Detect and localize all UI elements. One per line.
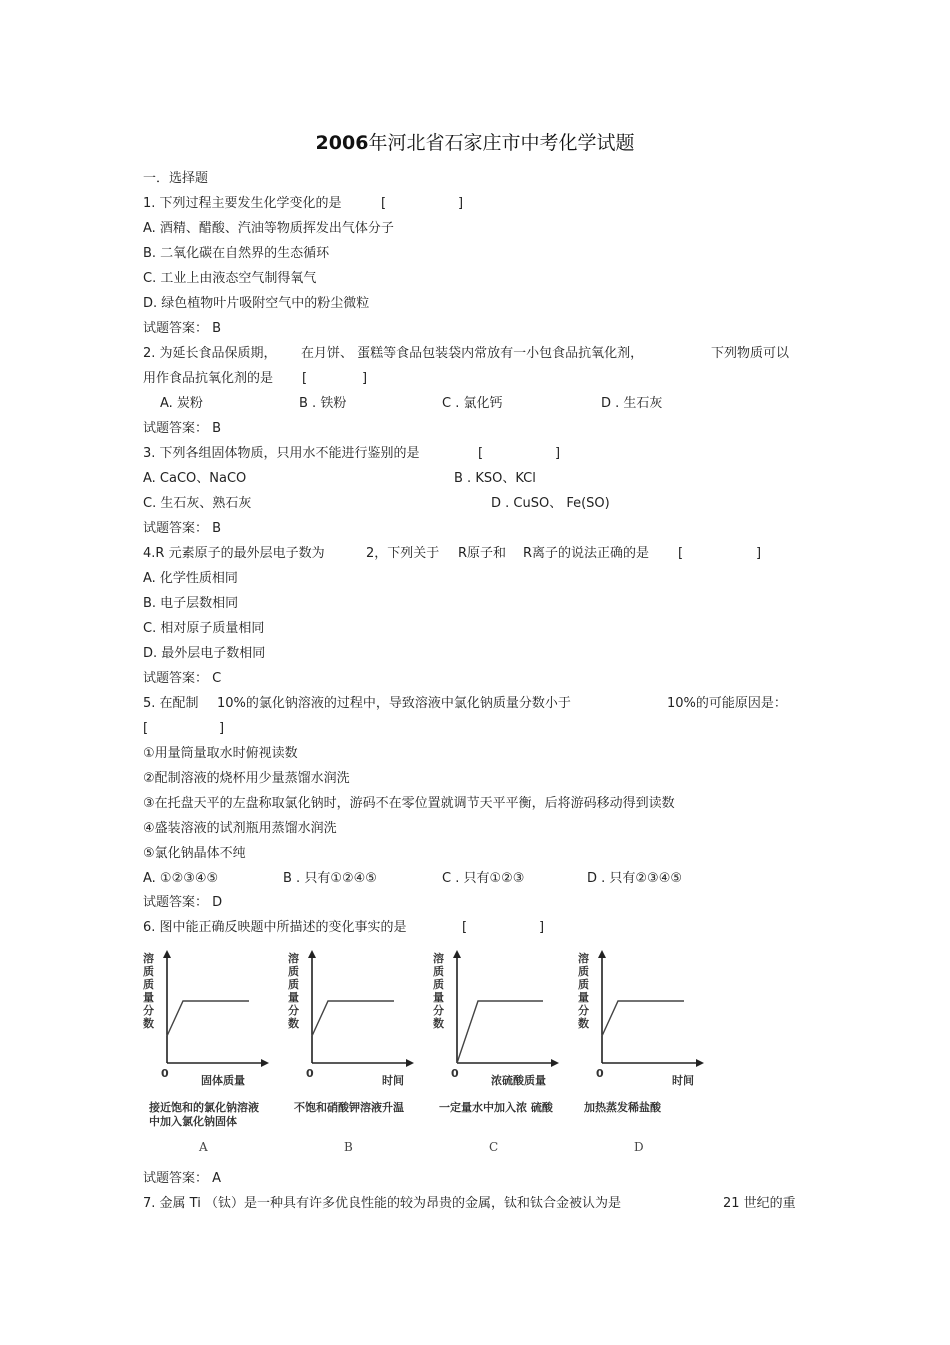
text-line-q4o1: A. 化学性质相同	[143, 571, 238, 586]
text-line-q5i5: ⑤氯化钠晶体不纯	[143, 846, 246, 861]
text-line-q4a: 4.R 元素原子的最外层电子数为	[143, 546, 325, 561]
text-line-q2o3: C . 氯化钙	[442, 396, 503, 411]
graph-C-letter: C	[489, 1140, 499, 1154]
graph-B	[302, 948, 417, 1070]
curve-line	[457, 1001, 543, 1063]
y-axis-arrow-icon	[308, 950, 316, 958]
graph-A-caption: 接近饱和的氯化钠溶液 中加入氯化钠固体	[149, 1101, 259, 1128]
text-line-q3: 3. 下列各组固体物质，只用水不能进行鉴别的是	[143, 446, 420, 461]
text-line-q4b: 2，下列关于	[366, 546, 440, 561]
text-line-q1d: D. 绿色植物叶片吸附空气中的粉尘微粒	[143, 296, 370, 311]
graph-D-caption: 加热蒸发稀盐酸	[584, 1101, 661, 1114]
text-line-q5i3: ③在托盘天平的左盘称取氯化钠时，游码不在零位置就调节天平平衡，后将游码移动得到读数	[143, 796, 675, 811]
answer-bracket-open: [	[302, 371, 308, 386]
graph-D-ylabel: 溶质质量分数	[578, 952, 589, 1030]
text-line-q3a: A. CaCO、NaCO	[143, 471, 247, 486]
graph-C-caption: 一定量水中加入浓 硫酸	[439, 1101, 553, 1114]
graph-B-xlabel: 时间	[382, 1074, 404, 1087]
x-axis-arrow-icon	[551, 1059, 559, 1067]
text-line-q6: 6. 图中能正确反映题中所描述的变化事实的是	[143, 920, 407, 935]
text-line-q4o4: D. 最外层电子数相同	[143, 646, 266, 661]
answer-bracket-close: ]	[539, 920, 545, 935]
answer-bracket-close: ]	[458, 196, 464, 211]
y-axis-arrow-icon	[453, 950, 461, 958]
page-title: 2006年河北省石家庄市中考化学试题	[315, 132, 635, 154]
curve-line	[602, 1001, 684, 1036]
answer-bracket-open: [	[143, 721, 149, 736]
graph-D-xlabel: 时间	[672, 1074, 694, 1087]
text-line-q5c: 10%的可能原因是：	[667, 696, 787, 711]
y-axis-arrow-icon	[598, 950, 606, 958]
text-line-q2c: 下列物质可以	[711, 346, 790, 361]
x-axis-arrow-icon	[406, 1059, 414, 1067]
curve-line	[167, 1001, 249, 1036]
answer-bracket-close: ]	[362, 371, 368, 386]
graph-D-origin: 0	[596, 1067, 604, 1080]
text-line-q1: 1. 下列过程主要发生化学变化的是	[143, 196, 342, 211]
graph-A	[157, 948, 272, 1070]
text-line-q4o3: C. 相对原子质量相同	[143, 621, 265, 636]
graph-C-ylabel: 溶质质量分数	[433, 952, 444, 1030]
x-axis-arrow-icon	[696, 1059, 704, 1067]
graph-D	[592, 948, 707, 1070]
text-line-q3d: D . CuSO、 Fe(SO)	[491, 496, 610, 511]
text-line-q2b: 在月饼、 蛋糕等食品包装袋内常放有一小包食品抗氧化剂，	[301, 346, 644, 361]
text-line-q5i2: ②配制溶液的烧杯用少量蒸馏水润洗	[143, 771, 350, 786]
text-line-q5a: 5. 在配制	[143, 696, 199, 711]
text-line-q2o2: B . 铁粉	[299, 396, 347, 411]
text-line-q5o1: A. ①②③④⑤	[143, 871, 219, 886]
section-heading: 一．选择题	[143, 171, 209, 186]
y-axis-arrow-icon	[163, 950, 171, 958]
graph-A-ylabel: 溶质质量分数	[143, 952, 154, 1030]
graph-A-letter: A	[199, 1140, 208, 1154]
x-axis-arrow-icon	[261, 1059, 269, 1067]
text-line-q2o1: A. 炭粉	[160, 396, 203, 411]
text-line-q5i4: ④盛装溶液的试剂瓶用蒸馏水润洗	[143, 821, 337, 836]
graph-B-origin: 0	[306, 1067, 314, 1080]
text-line-q7a: 7. 金属 Ti （钛）是一种具有许多优良性能的较为昂贵的金属，钛和钛合金被认为是	[143, 1196, 621, 1211]
graph-C-xlabel: 浓硫酸质量	[491, 1074, 546, 1087]
text-line-q2o4: D . 生石灰	[601, 396, 663, 411]
graph-B-letter: B	[344, 1140, 353, 1154]
curve-line	[312, 1001, 394, 1036]
graph-C-origin: 0	[451, 1067, 459, 1080]
text-line-q1c: C. 工业上由液态空气制得氧气	[143, 271, 317, 286]
graph-A-origin: 0	[161, 1067, 169, 1080]
text-line-q3ans: 试题答案： B	[143, 521, 222, 536]
text-line-q7b: 21 世纪的重	[723, 1196, 796, 1211]
text-line-q5b: 10%的氯化钠溶液的过程中，导致溶液中氯化钠质量分数小于	[217, 696, 571, 711]
text-line-q2ans: 试题答案： B	[143, 421, 222, 436]
text-line-q6ans: 试题答案： A	[143, 1171, 222, 1186]
answer-bracket-open: [	[478, 446, 484, 461]
text-line-q4ans: 试题答案： C	[143, 671, 222, 686]
answer-bracket-close: ]	[219, 721, 225, 736]
text-line-q5o3: C . 只有①②③	[442, 871, 525, 886]
text-line-q3b: B . KSO、KCl	[454, 471, 536, 486]
text-line-q5i1: ①用量筒量取水时俯视读数	[143, 746, 298, 761]
answer-bracket-open: [	[381, 196, 387, 211]
text-line-q4o2: B. 电子层数相同	[143, 596, 239, 611]
answer-bracket-close: ]	[756, 546, 762, 561]
text-line-q5o4: D . 只有②③④⑤	[587, 871, 683, 886]
text-line-q2d: 用作食品抗氧化剂的是	[143, 371, 274, 386]
graph-B-ylabel: 溶质质量分数	[288, 952, 299, 1030]
text-line-q1ans: 试题答案： B	[143, 321, 222, 336]
text-line-q1b: B. 二氧化碳在自然界的生态循环	[143, 246, 330, 261]
text-line-q5o2: B . 只有①②④⑤	[283, 871, 377, 886]
answer-bracket-open: [	[462, 920, 468, 935]
graph-B-caption: 不饱和硝酸钾溶液升温	[294, 1101, 404, 1114]
graph-D-letter: D	[634, 1140, 644, 1154]
text-line-q4d: R离子的说法正确的是	[523, 546, 650, 561]
answer-bracket-open: [	[678, 546, 684, 561]
text-line-q1a: A. 酒精、醋酸、汽油等物质挥发出气体分子	[143, 221, 394, 236]
graph-A-xlabel: 固体质量	[201, 1074, 245, 1087]
answer-bracket-close: ]	[555, 446, 561, 461]
text-line-q4c: R原子和	[458, 546, 507, 561]
graph-C	[447, 948, 562, 1070]
text-line-q5ans: 试题答案： D	[143, 895, 223, 910]
text-line-q3c: C. 生石灰、熟石灰	[143, 496, 252, 511]
text-line-q2a: 2. 为延长食品保质期，	[143, 346, 277, 361]
